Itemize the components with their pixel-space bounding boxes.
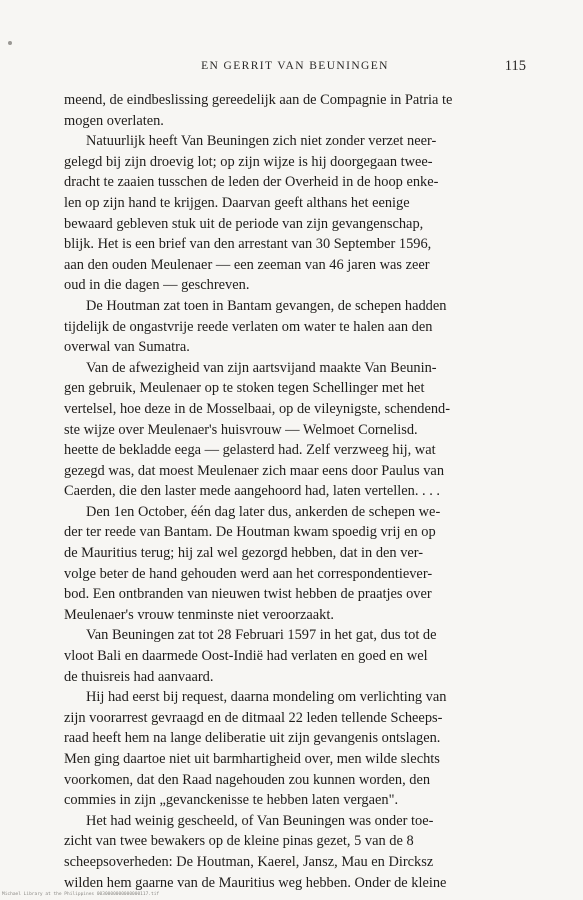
text-line: Men ging daartoe niet uit barmhartigheid over, men wilde slechts <box>64 751 440 767</box>
text-line: raad heeft hem na lange deliberatie uit zijn gevangenis ontslagen. <box>64 730 441 747</box>
text-line: oud in die dagen — geschreven. <box>64 277 250 294</box>
text-line: gen gebruik, Meulenaer op te stoken tegen Schellinger met het <box>64 380 425 397</box>
paragraph-3 <box>64 296 526 358</box>
paragraph-4 <box>64 358 526 502</box>
text-line: meend, de eindbeslissing gereedelijk aan de Compagnie in Patria te <box>64 92 453 108</box>
paragraph-5 <box>64 502 526 626</box>
text-line: vloot Bali en daarmede Oost-Indië had verlaten en goed en wel <box>64 648 428 665</box>
text-line: bod. Een ontbranden van nieuwen twist hebben de praatjes over <box>64 586 432 603</box>
text-line: voorkomen, dat den Raad nagehouden zou kunnen worden, den <box>64 771 431 788</box>
text-line: volge beter de hand gehouden werd aan het correspondentiever- <box>64 565 433 582</box>
text-line: Den 1en October, één dag later dus, ankerden de schepen we- <box>86 503 441 520</box>
text-line: Van Beuningen zat tot 28 Februari 1597 in het gat, dus tot de <box>86 627 437 644</box>
text-line: ste wijze over Meulenaer's huisvrouw — Welmoet Cornelisd. <box>64 421 418 438</box>
text-line: de thuisreis had aanvaard. <box>64 668 214 685</box>
text-line: mogen overlaten. <box>64 112 164 129</box>
text-line: zicht van twee bewakers op de kleine pinas gezet, 5 van de 8 <box>64 833 414 850</box>
text-line: Natuurlijk heeft Van Beuningen zich niet zonder verzet neer- <box>86 133 437 150</box>
body-text <box>64 90 526 893</box>
running-title: EN GERRIT VAN BEUNINGEN <box>201 60 389 72</box>
text-line: Van de afwezigheid van zijn aartsvijand maakte Van Beunin- <box>86 359 437 376</box>
text-line: overwal van Sumatra. <box>64 339 190 356</box>
text-line: Caerden, die den laster mede aangehoord had, laten vertellen. . . . <box>64 483 440 500</box>
paragraph-7 <box>64 687 526 811</box>
text-line: Het had weinig gescheeld, of Van Beuningen was onder toe- <box>86 812 434 829</box>
text-line: vertelsel, hoe deze in de Mosselbaai, op de vileynigste, schendend- <box>64 400 451 417</box>
text-line: zijn voorarrest gevraagd en de ditmaal 22 leden tellende Scheeps- <box>64 709 443 726</box>
text-line: dracht te zaaien tusschen de leden der Overheid in de hoop enke- <box>64 174 439 191</box>
text-line: bewaard gebleven stuk uit de periode van zijn gevangenschap, <box>64 215 424 232</box>
text-line: wilden hem gaarne van de Mauritius weg hebben. Onder de kleine <box>64 874 447 891</box>
paragraph-2 <box>64 131 526 296</box>
text-line: commies in zijn „gevanckenisse te hebben laten vergaen". <box>64 792 399 809</box>
running-head <box>64 60 526 80</box>
text-line: scheepsoverheden: De Houtman, Kaerel, Jansz, Mau en Dircksz <box>64 853 434 870</box>
text-line: len op zijn hand te krijgen. Daarvan geeft althans het eenige <box>64 194 410 211</box>
text-line: tijdelijk de ongastvrije reede verlaten om water te halen aan den <box>64 318 433 335</box>
text-line: Meulenaer's vrouw tenminste niet veroorzaakt. <box>64 606 334 623</box>
text-line: aan den ouden Meulenaer — een zeeman van 46 jaren was zeer <box>64 256 430 273</box>
text-line: gelegd bij zijn droevig lot; op zijn wijze is hij doorgegaan twee- <box>64 153 433 170</box>
paragraph-8 <box>64 811 526 893</box>
text-line: Hij had eerst bij request, daarna mondeling om verlichting van <box>86 689 447 706</box>
paper-speck <box>8 41 12 45</box>
page-number: 115 <box>504 58 526 74</box>
paragraph-6 <box>64 625 526 687</box>
paragraph-1 <box>64 90 526 131</box>
scan-footer-note: Michael Library at the Philippines 0030000000000000117.tif <box>2 892 160 897</box>
text-line: gezegd was, dat moest Meulenaer zich maar eens door Paulus van <box>64 462 445 479</box>
text-line: der ter reede van Bantam. De Houtman kwam spoedig vrij en op <box>64 524 436 541</box>
text-line: heette de bekladde eega — gelasterd had. Zelf verzweeg hij, wat <box>64 442 436 459</box>
text-line: De Houtman zat toen in Bantam gevangen, de schepen hadden <box>86 297 447 314</box>
text-line: de Mauritius terug; hij zal wel gezorgd hebben, dat in den ver- <box>64 545 424 562</box>
text-line: blijk. Het is een brief van den arrestant van 30 September 1596, <box>64 236 432 253</box>
